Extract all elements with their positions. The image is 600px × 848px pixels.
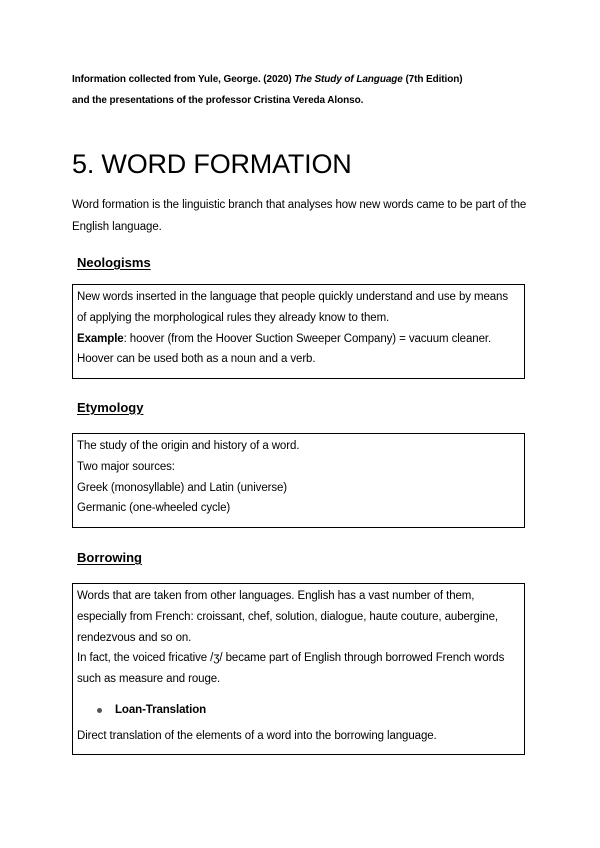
- bullet-icon: [97, 708, 102, 713]
- citation-book-title: The Study of Language: [294, 74, 403, 85]
- example-label: Example: [77, 332, 124, 345]
- borrowing-paragraph-2: In fact, the voiced fricative /ʒ/ became part of English through borrowed French words such as measure and rouge.: [77, 652, 505, 686]
- borrowing-box: [72, 583, 525, 755]
- loan-translation-label: Loan-Translation: [115, 703, 207, 716]
- citation-line-2: and the presentations of the professor Cristina Vereda Alonso.: [72, 95, 364, 106]
- etymology-box: [72, 433, 525, 528]
- neologisms-definition: New words inserted in the language that people quickly understand and use by means of applying the morphological rules they already know to them.: [77, 291, 508, 324]
- intro-paragraph: Word formation is the linguistic branch that analyses how new words came to be part of the English language.: [72, 199, 527, 233]
- loan-translation-text: Direct translation of the elements of a word into the borrowing language.: [77, 729, 437, 742]
- citation-prefix: Information collected from Yule, George. (2020): [72, 74, 295, 85]
- etymology-line: The study of the origin and history of a word.: [77, 440, 300, 452]
- heading-etymology: Etymology: [77, 400, 144, 415]
- etymology-line: Greek (monosyllable) and Latin (universe): [77, 481, 288, 494]
- neologisms-box: [72, 284, 525, 379]
- heading-borrowing: Borrowing: [77, 550, 142, 565]
- page-title: 5. WORD FORMATION: [72, 149, 352, 179]
- citation-suffix: (7th Edition): [402, 74, 463, 85]
- example-text: : hoover (from the Hoover Suction Sweeper Company) = vacuum cleaner. Hoover can be used both as a noun and a verb.: [77, 332, 492, 366]
- etymology-line: Two major sources:: [77, 460, 175, 473]
- borrowing-paragraph-1: Words that are taken from other languages. English has a vast number of them, especially from French: croissant, chef, solution, dialogue, haute couture, aubergine, rendezvous and so on.: [77, 590, 498, 644]
- source-citation: [72, 69, 532, 111]
- heading-neologisms: Neologisms: [77, 255, 151, 270]
- neologisms-example: [77, 329, 520, 371]
- loan-translation-item: [77, 700, 520, 721]
- etymology-line: Germanic (one-wheeled cycle): [77, 502, 231, 515]
